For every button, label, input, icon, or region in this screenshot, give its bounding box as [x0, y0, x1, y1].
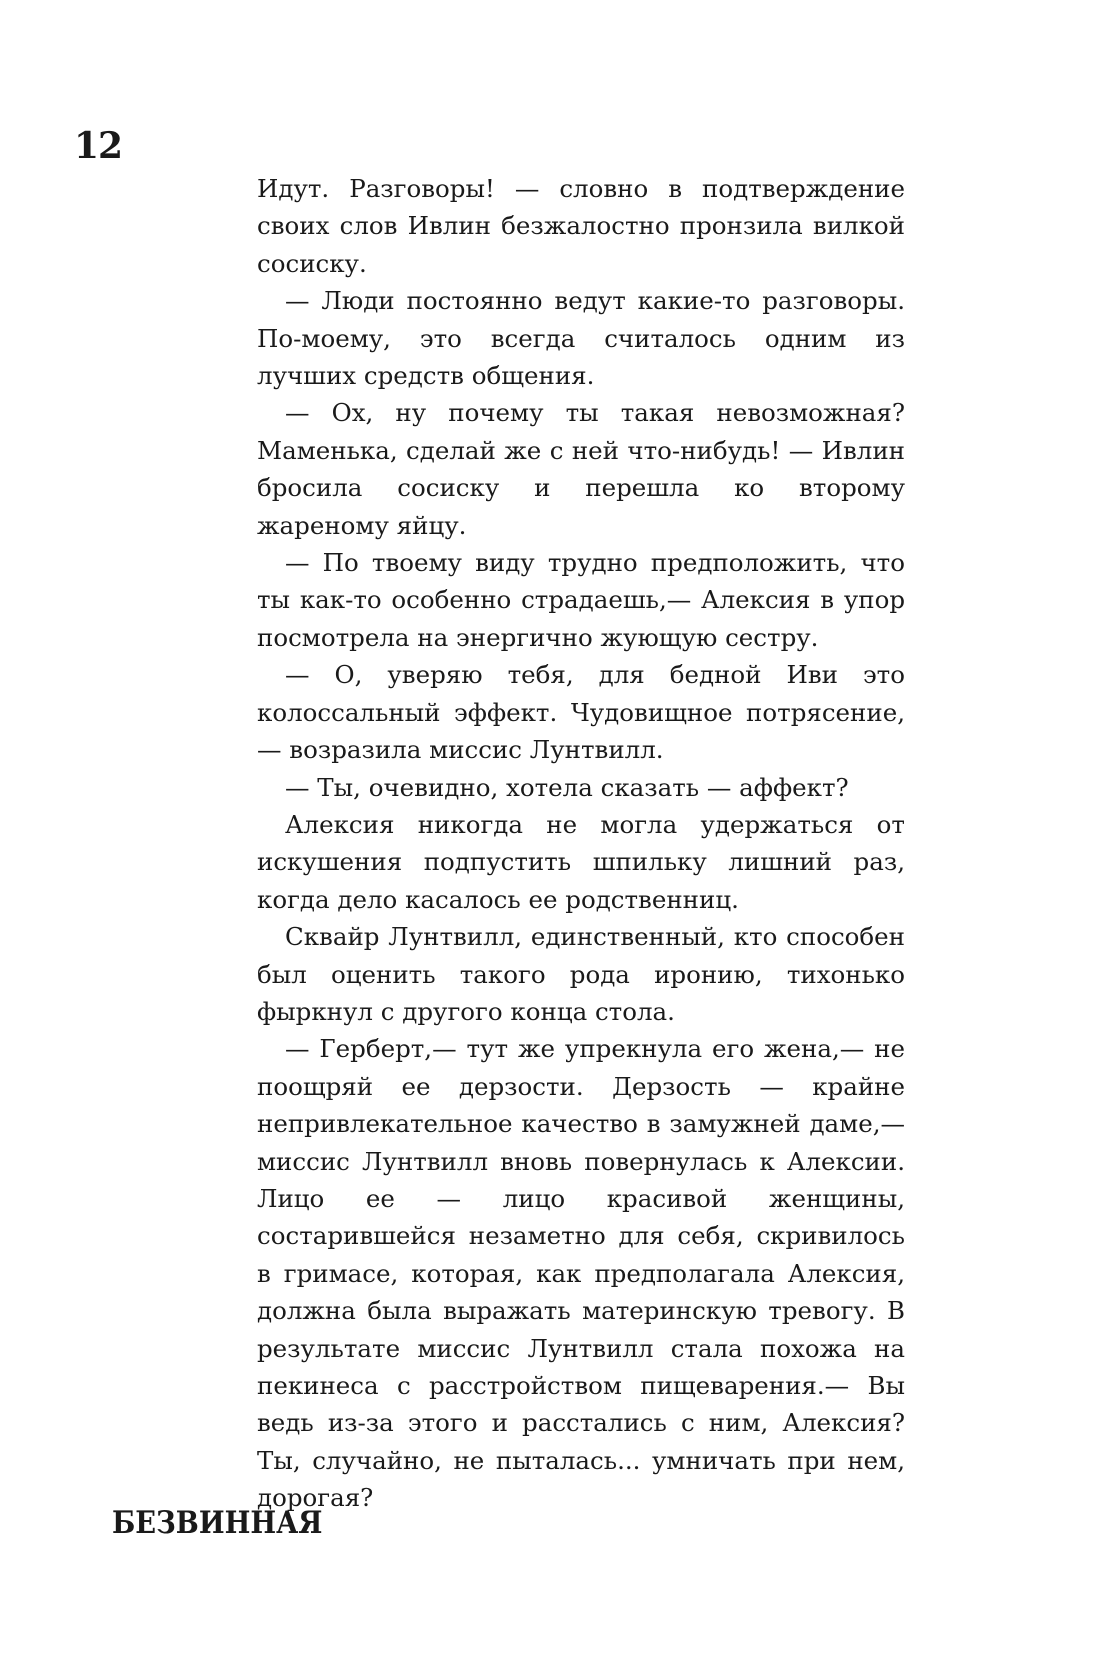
paragraph-2: — Люди постоянно ведут какие-то разговоры. По-моему, это всегда считалось одним из лучших средств общения. [257, 286, 905, 391]
paragraph-7: Алексия никогда не могла удержаться от искушения подпустить шпильку лишний раз, когда дело касалось ее родственниц. [257, 809, 905, 914]
paragraph-8: Сквайр Лунтвилл, единственный, кто способен был оценить такого рода иронию, тихонько фыркнул с другого конца стола. [257, 922, 905, 1026]
paragraph-1: Идут. Разговоры! — словно в подтверждение своих слов Ивлин безжалостно пронзила вилкой сосиску. [257, 174, 905, 278]
page-number: 12 [74, 125, 123, 167]
paragraph-9: — Герберт,— тут же упрекнула его жена,— не поощряй ее дерзости. Дерзость — крайне непривлекательное качество в замужней даме,— миссис Лунтвилл вновь повернулась к Алексии. Лицо ее — лицо красивой женщины, состарившейся незаметно для себя, скривилось в гримасе, которая, как предполагала Алексия, должна была выражать материнскую тревогу. В результате миссис Лунтвилл стала похожа на пекинеса с расстройством пищеварения.— Вы ведь из-за этого и расстались с ним, Алексия? Ты, случайно, не пыталась... умничать при нем, дорогая? [257, 1034, 905, 1513]
paragraph-4: — По твоему виду трудно предположить, что ты как-то особенно страдаешь,— Алексия в упор посмотрела на энергично жующую сестру. [257, 548, 905, 652]
running-title: БЕЗВИННАЯ [112, 1505, 323, 1541]
paragraph-5: — О, уверяю тебя, для бедной Иви это колоссальный эффект. Чудовищное потрясение,— возразила миссис Лунтвилл. [257, 660, 905, 765]
paragraph-3: — Ох, ну почему ты такая невозможная? Маменька, сделай же с ней что-нибудь! — Ивлин бросила сосиску и перешла ко второму жареному яйцу. [257, 398, 905, 540]
paragraph-6: — Ты, очевидно, хотела сказать — аффект? [285, 772, 849, 802]
body-text [257, 170, 905, 1517]
